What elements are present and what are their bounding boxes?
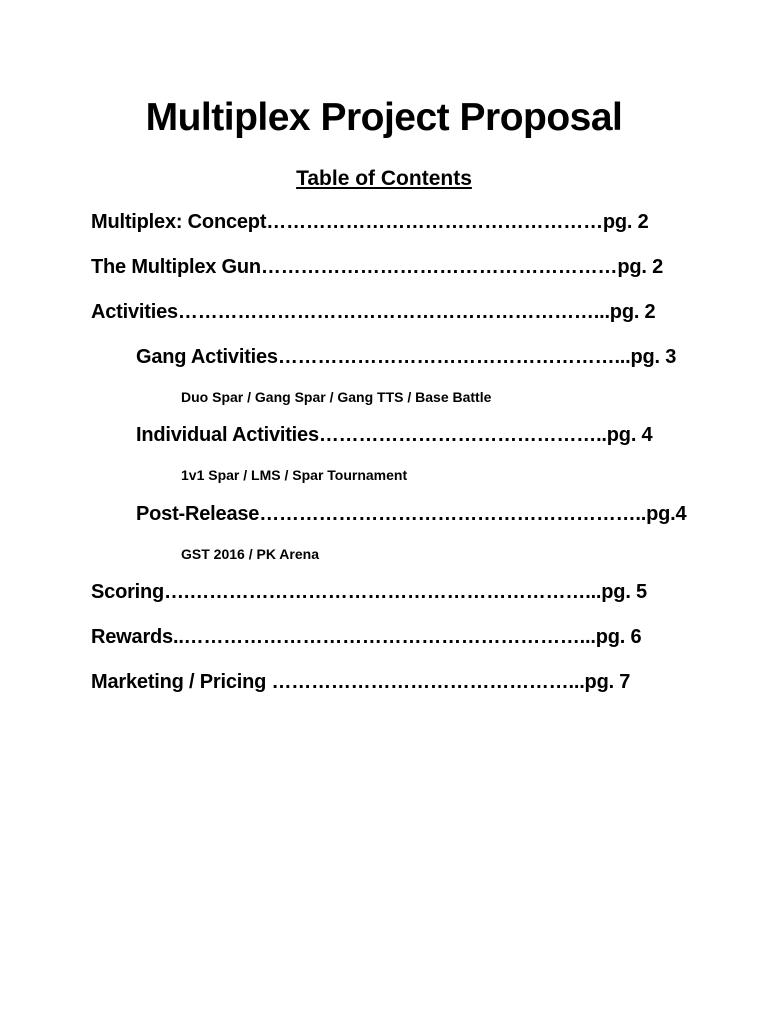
- toc-entry-gang-activities: Gang Activities……………………………………………...pg. 3: [136, 346, 677, 368]
- toc-heading: Table of Contents: [296, 167, 472, 190]
- toc-entry-concept: Multiplex: Concept……………………………………………pg. 2: [91, 211, 649, 233]
- document-title: Multiplex Project Proposal: [145, 96, 623, 139]
- toc-entry-post-release: Post-Release…………………………………………………..pg.4: [136, 503, 687, 525]
- toc-sub-gang-activities: Duo Spar / Gang Spar / Gang TTS / Base Battle: [181, 389, 492, 405]
- toc-entry-multiplex-gun: The Multiplex Gun………………………………………………pg. 2: [91, 256, 664, 278]
- toc-entry-individual-activities: Individual Activities……………………………………..pg. 4: [136, 424, 653, 446]
- toc-sub-individual-activities: 1v1 Spar / LMS / Spar Tournament: [181, 467, 408, 483]
- toc-entry-activities: Activities………………………………………………………...pg. 2: [91, 301, 656, 323]
- toc-sub-post-release: GST 2016 / PK Arena: [181, 546, 319, 562]
- toc-entry-marketing-pricing: Marketing / Pricing ………………………………………...pg. 7: [91, 671, 631, 693]
- toc-entry-rewards: Rewards..……………………………………………………...pg. 6: [91, 626, 642, 648]
- toc-entry-scoring: Scoring….……………………………………………………...pg. 5: [91, 581, 647, 603]
